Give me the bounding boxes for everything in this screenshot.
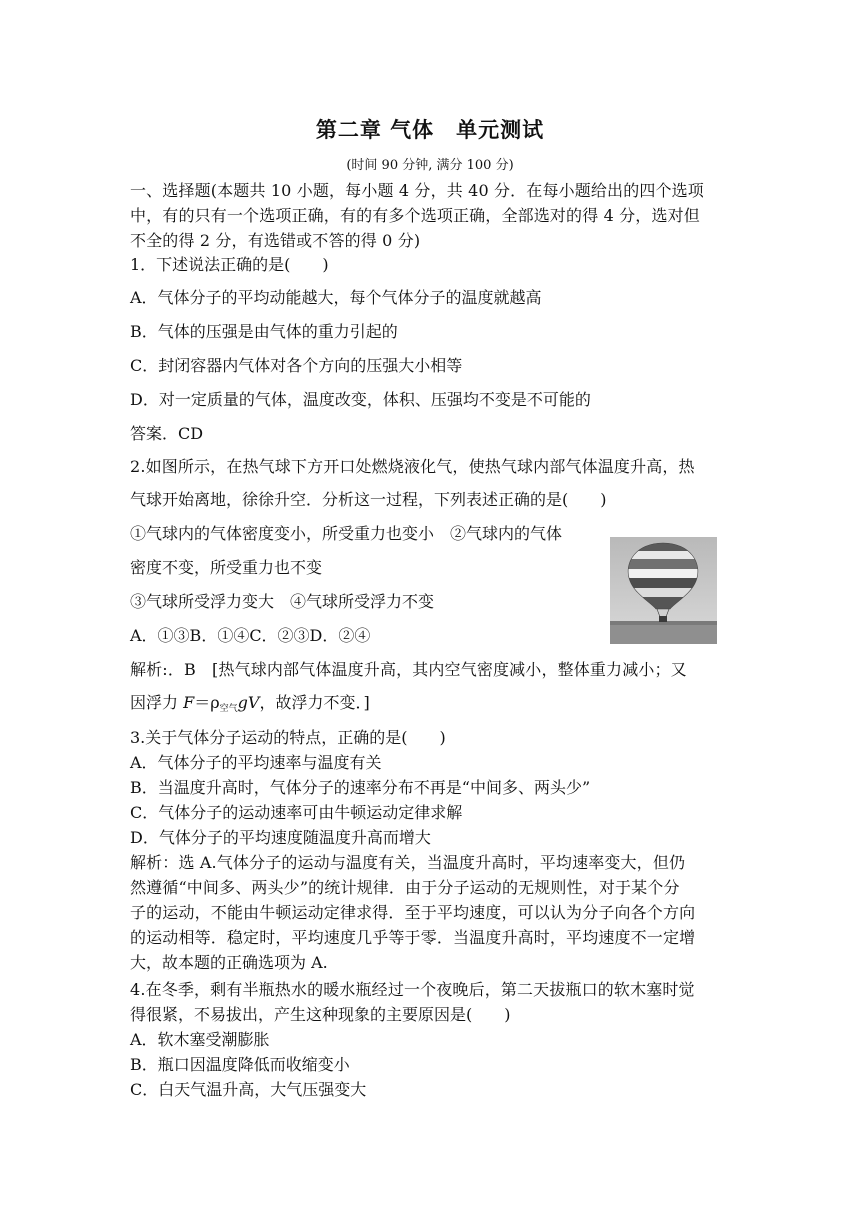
question-1-option-a: A．气体分子的平均动能越大，每个气体分子的温度就越高	[130, 288, 542, 307]
formula-force-symbol: F	[183, 693, 195, 712]
question-3-analysis-line: 然遵循“中间多、两头少”的统计规律．由于分子运动的无规则性，对于某个分	[130, 878, 680, 897]
question-3-analysis-line: 子的运动，不能由牛顿运动定律求得．至于平均速度，可以认为分子向各个方向	[130, 903, 696, 922]
question-2-options: A．①③B．①④C．②③D．②④	[130, 626, 371, 645]
question-4-option-b: B．瓶口因温度降低而收缩变小	[130, 1055, 350, 1074]
question-3-option-a: A．气体分子的平均速率与温度有关	[130, 753, 382, 772]
question-1-stem: 1．下述说法正确的是( )	[130, 255, 329, 274]
hot-air-balloon-photo	[610, 537, 717, 644]
question-2-analysis-line	[130, 692, 370, 720]
section-instruction-line: 一、选择题(本题共 10 小题，每小题 4 分，共 40 分．在每小题给出的四个选项	[130, 181, 704, 200]
formula-equals-rho: ＝ρ	[194, 693, 220, 712]
question-3-analysis-line: 解析：选 A.气体分子的运动与温度有关，当温度升高时，平均速率变大，但仍	[130, 853, 686, 872]
exam-info: (时间 90 分钟, 满分 100 分)	[346, 158, 514, 173]
page-title: 第二章 气体 单元测试	[315, 118, 545, 142]
question-1-answer: 答案．CD	[130, 424, 204, 443]
question-4-option-c: C．白天气温升高，大气压强变大	[130, 1080, 367, 1099]
question-3-option-d: D．气体分子的平均速度随温度升高而增大	[130, 828, 431, 847]
question-2-stem-line: 2.如图所示，在热气球下方开口处燃烧液化气，使热气球内部气体温度升高，热	[130, 457, 695, 476]
formula-gv: gV	[237, 693, 260, 712]
section-instruction-line: 中，有的只有一个选项正确，有的有多个选项正确，全部选对的得 4 分，选对但	[130, 206, 700, 225]
question-3-analysis-line: 大，故本题的正确选项为 A.	[130, 953, 328, 972]
question-3-analysis-line: 的运动相等．稳定时，平均速度几乎等于零．当温度升高时，平均速度不一定增	[130, 928, 696, 947]
analysis-text: 因浮力	[130, 693, 184, 712]
question-4-stem-line: 4.在冬季，剩有半瓶热水的暖水瓶经过一个夜晚后，第二天拔瓶口的软木塞时觉	[130, 980, 695, 999]
question-3-stem: 3.关于气体分子运动的特点，正确的是( )	[130, 728, 446, 747]
question-1-option-b: B．气体的压强是由气体的重力引起的	[130, 322, 398, 341]
question-1-option-c: C．封闭容器内气体对各个方向的压强大小相等	[130, 356, 463, 375]
question-3-option-b: B．当温度升高时，气体分子的速率分布不再是“中间多、两头少”	[130, 778, 591, 797]
question-1-option-d: D．对一定质量的气体，温度改变，体积、压强均不变是不可能的	[130, 390, 591, 409]
formula-subscript: 空气	[219, 704, 238, 714]
section-instruction-line: 不全的得 2 分，有选错或不答的得 0 分)	[130, 231, 421, 250]
question-4-stem-line: 得很紧，不易拔出，产生这种现象的主要原因是( )	[130, 1005, 511, 1024]
question-2-statement: 密度不变，所受重力也不变	[130, 558, 323, 577]
question-2-statement: ①气球内的气体密度变小，所受重力也变小 ②气球内的气体	[130, 524, 563, 543]
question-3-option-c: C．气体分子的运动速率可由牛顿运动定律求解	[130, 803, 463, 822]
question-2-statement: ③气球所受浮力变大 ④气球所受浮力不变	[130, 592, 435, 611]
question-2-analysis-line: 解析:．B [热气球内部气体温度升高，其内空气密度减小，整体重力减小；又	[130, 660, 687, 679]
question-4-option-a: A．软木塞受潮膨胀	[130, 1030, 270, 1049]
analysis-text: ，故浮力不变．]	[259, 693, 370, 712]
question-2-stem-line: 气球开始离地，徐徐升空．分析这一过程，下列表述正确的是( )	[130, 490, 607, 509]
